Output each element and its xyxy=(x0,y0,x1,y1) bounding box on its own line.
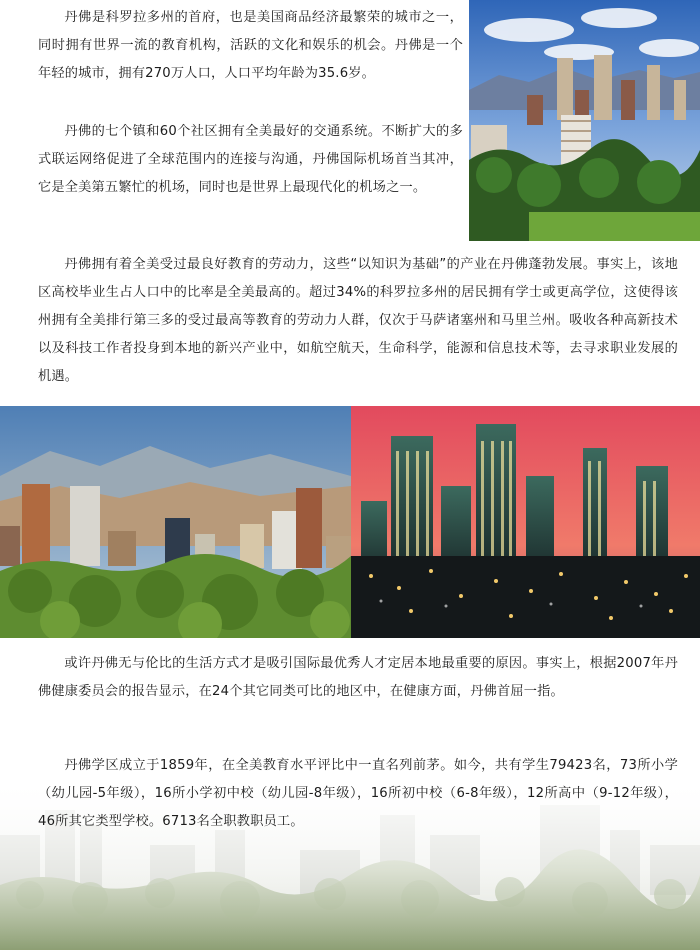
paragraph-transport: 丹佛的七个镇和60个社区拥有全美最好的交通系统。不断扩大的多式联运网络促进了全球范围内的连接与沟通，丹佛国际机场首当其冲，它是全美第五繁忙的机场，同时也是世界上最现代化的机场之一。 xyxy=(38,124,463,195)
paragraph-intro: 丹佛是科罗拉多州的首府，也是美国商品经济最繁荣的城市之一，同时拥有世界一流的教育机构，活跃的文化和娱乐的机会。丹佛是一个年轻的城市，拥有270万人口，人口平均年龄为35.6岁。 xyxy=(38,10,463,81)
paragraph-education: 丹佛学区成立于1859年，在全美教育水平评比中一直名列前茅。如今，共有学生79423名，73所小学（幼儿园-5年级），16所小学初中校（幼儿园-8年级），16所初中校（6-8年级），12所高中（9-12年级），46所其它类型学校。6713名全职教职员工。 xyxy=(38,758,678,829)
paragraph-lifestyle: 或许丹佛无与伦比的生活方式才是吸引国际最优秀人才定居本地最重要的原因。事实上，根据2007年丹佛健康委员会的报告显示，在24个其它同类可比的地区中，在健康方面，丹佛首屈一指。 xyxy=(38,656,678,699)
denver-skyline-night-photo xyxy=(351,406,700,638)
paragraph-workforce: 丹佛拥有着全美受过最良好教育的劳动力，这些“以知识为基础”的产业在丹佛蓬勃发展。事实上，该地区高校毕业生占人口中的比率是全美最高的。超过34%的科罗拉多州的居民拥有学士或更高学位，这使得该州拥有全美排行第三多的受过最高等教育的劳动力人群，仅次于马萨诸塞州和马里兰州。吸收各种高新技术以及科技工作者投身到本地的新兴产业中，如航空航天，生命科学，能源和信息技术等，去寻求职业发展的机遇。 xyxy=(38,257,678,384)
denver-skyline-day-photo xyxy=(469,0,700,241)
denver-skyline-haze-photo xyxy=(0,406,351,638)
